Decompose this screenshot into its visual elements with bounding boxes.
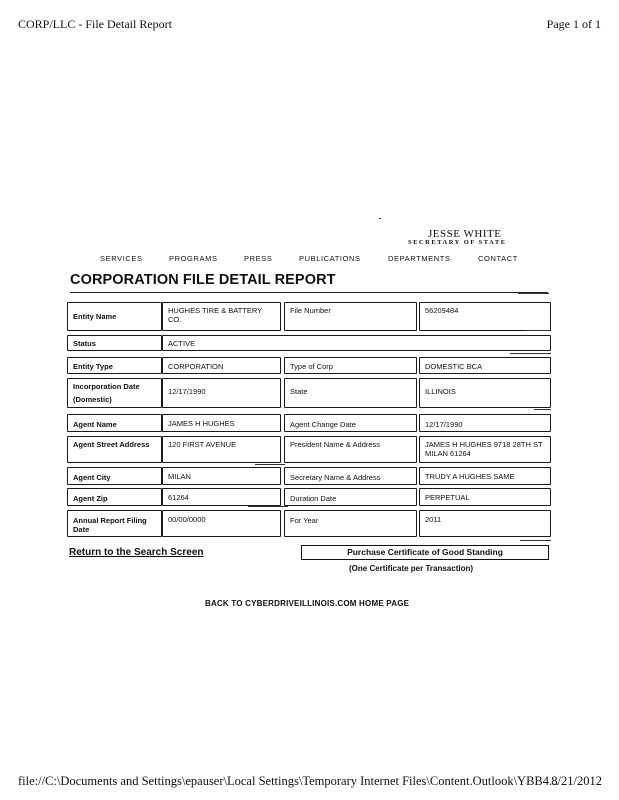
entity-name-value: HUGHES TIRE & BATTERY CO. <box>162 302 281 331</box>
entity-type-label: Entity Type <box>67 357 162 374</box>
nav-contact[interactable]: CONTACT <box>478 254 518 263</box>
status-label: Status <box>67 335 162 351</box>
secretary-label: Secretary Name & Address <box>284 467 417 485</box>
duration-value: PERPETUAL <box>419 488 551 506</box>
president-label: President Name & Address <box>284 436 417 463</box>
agent-change-date-value: 12/17/1990 <box>419 414 551 432</box>
file-number-value: 56209484 <box>419 302 551 331</box>
incorporation-date-sub: (Domestic) <box>73 395 112 404</box>
scan-mark <box>525 330 551 331</box>
nav-services[interactable]: SERVICES <box>100 254 143 263</box>
state-label: State <box>284 378 417 408</box>
secretary-value: TRUDY A HUGHES SAME <box>419 467 551 485</box>
scan-speck <box>379 218 381 219</box>
agent-zip-label: Agent Zip <box>67 488 162 506</box>
scan-mark <box>534 409 551 410</box>
purchase-note: (One Certificate per Transaction) <box>349 564 474 573</box>
print-header-title: CORP/LLC - File Detail Report <box>18 17 172 31</box>
return-to-search-link[interactable]: Return to the Search Screen <box>69 547 204 558</box>
file-number-label: File Number <box>284 302 417 331</box>
agent-name-label: Agent Name <box>67 414 162 432</box>
for-year-value: 2011 <box>419 510 551 537</box>
agent-zip-value: 61264 <box>162 488 281 506</box>
incorporation-date-label: Incorporation Date <box>73 382 140 391</box>
back-to-home-link[interactable]: BACK TO CYBERDRIVEILLINOIS.COM HOME PAGE <box>205 599 410 608</box>
agent-city-label: Agent City <box>67 467 162 485</box>
state-value: ILLINOIS <box>419 378 551 408</box>
nav-press[interactable]: PRESS <box>244 254 273 263</box>
nav-programs[interactable]: PROGRAMS <box>169 254 218 263</box>
scan-mark <box>518 293 549 294</box>
agent-city-value: MILAN <box>162 467 281 485</box>
status-value: ACTIVE <box>162 335 551 351</box>
president-value: JAMES H HUGHES 9718 28TH ST MILAN 61264 <box>419 436 551 463</box>
entity-type-value: CORPORATION <box>162 357 281 374</box>
entity-name-label: Entity Name <box>67 302 162 331</box>
seal-name: JESSE WHITE <box>428 228 502 240</box>
print-header-page: Page 1 of 1 <box>546 17 601 31</box>
agent-street-label: Agent Street Address <box>67 436 162 463</box>
annual-report-value: 00/00/0000 <box>162 510 281 537</box>
scan-mark <box>510 353 551 354</box>
annual-report-label: Annual Report Filing Date <box>67 510 162 537</box>
type-of-corp-value: DOMESTIC BCA <box>419 357 551 374</box>
agent-street-value: 120 FIRST AVENUE <box>162 436 281 463</box>
purchase-certificate-button[interactable]: Purchase Certificate of Good Standing <box>301 545 549 560</box>
scan-mark <box>248 506 288 507</box>
agent-change-date-label: Agent Change Date <box>284 414 417 432</box>
for-year-label: For Year <box>284 510 417 537</box>
scan-mark <box>520 540 551 541</box>
seal-subtitle: SECRETARY OF STATE <box>408 239 507 246</box>
print-footer-date: 8/21/2012 <box>551 774 602 788</box>
agent-name-value: JAMES H HUGHES <box>162 414 281 432</box>
type-of-corp-label: Type of Corp <box>284 357 417 374</box>
print-footer-path: file://C:\Documents and Settings\epauser\Local Settings\Temporary Internet Files\Content.Outlook\YBB4... <box>18 774 559 788</box>
title-divider <box>70 292 548 293</box>
report-title: CORPORATION FILE DETAIL REPORT <box>70 272 336 288</box>
duration-label: Duration Date <box>284 488 417 506</box>
nav-publications[interactable]: PUBLICATIONS <box>299 254 361 263</box>
nav-departments[interactable]: DEPARTMENTS <box>388 254 451 263</box>
incorporation-date-cell <box>67 378 162 408</box>
incorporation-date-value: 12/17/1990 <box>162 378 281 408</box>
scan-mark <box>255 464 285 465</box>
